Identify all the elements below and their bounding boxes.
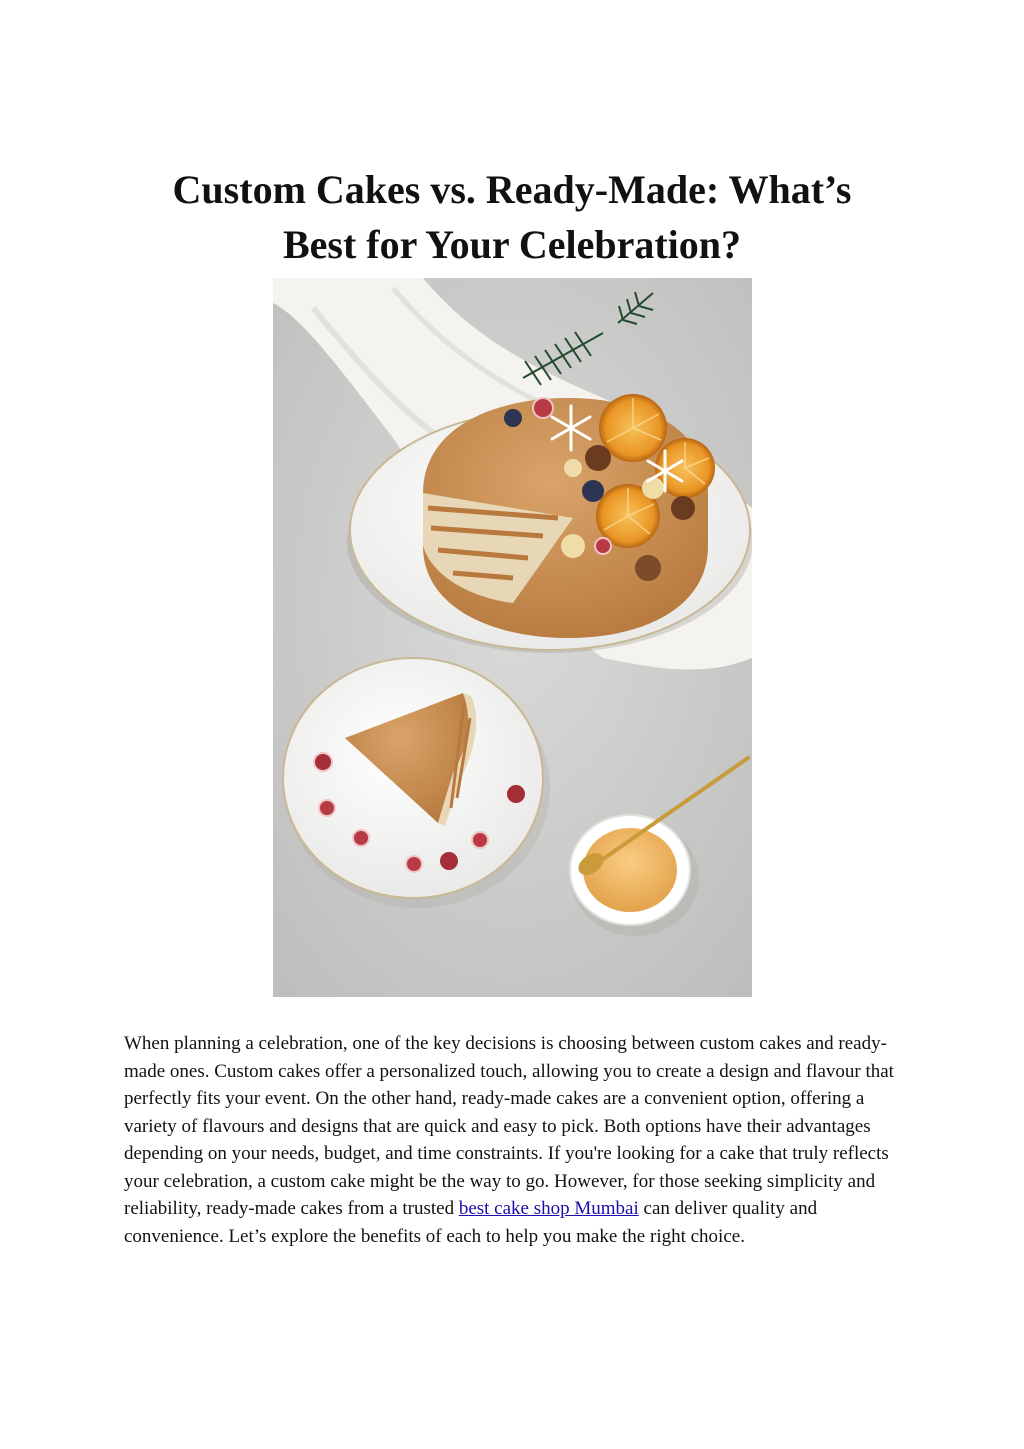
intro-paragraph	[124, 1030, 902, 1250]
page-title: Custom Cakes vs. Ready-Made: What’s Best for Your Celebration?	[172, 167, 852, 267]
best-cake-shop-link[interactable]: best cake shop Mumbai	[458, 1198, 639, 1219]
intro-text-after-link: can deliver quality and convenience. Let’s explore the benefits of each to help you make the right choice.	[124, 1198, 818, 1247]
intro-text-before-link: When planning a celebration, one of the key decisions is choosing between custom cakes and ready-made ones. Custom cakes offer a personalized touch, allowing you to create a design and flavour that perfectly fits your event. On the other hand, ready-made cakes are a convenient option, offering a variety of flavours and designs that are quick and easy to pick. Both options have their advantages depending on your needs, budget, and time constraints. If you're looking for a cake that truly reflects your celebration, a custom cake might be the way to go. However, for those seeking simplicity and reliability, ready-made cakes from a trusted	[124, 1033, 894, 1219]
cake-photo	[273, 278, 752, 997]
